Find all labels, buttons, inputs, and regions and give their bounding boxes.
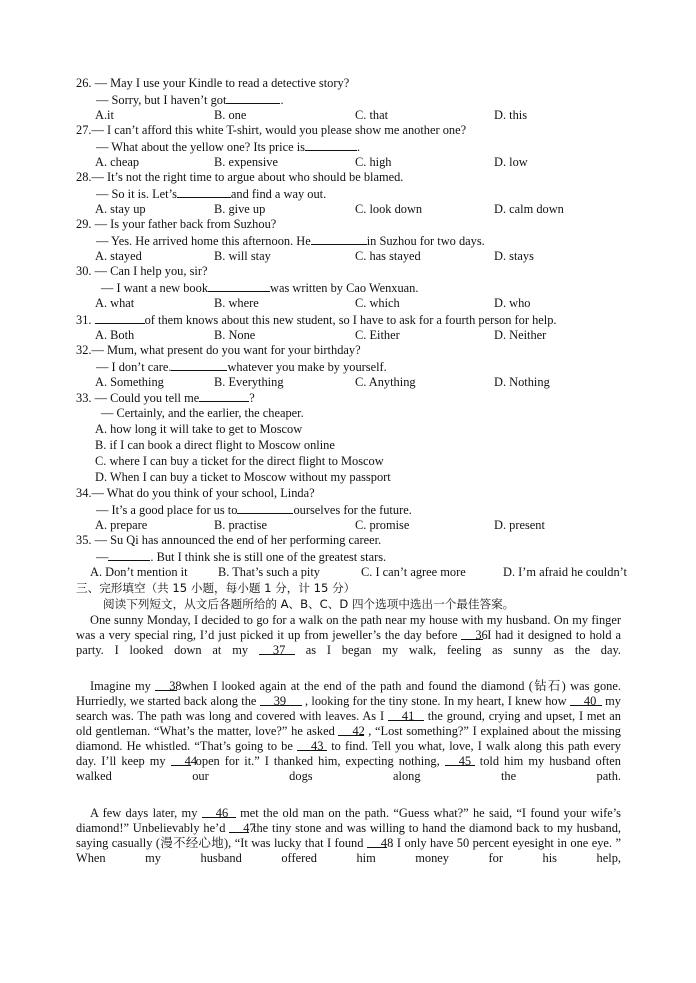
option-31-a: A. Both [95,328,135,342]
question-30-stem: 30. — Can I help you, sir? [76,264,208,278]
option-35-a: A. Don’t mention it [90,565,188,579]
option-27-a: A. cheap [95,155,140,169]
question-31-stem: 31. of them knows about this new student, so I have to ask for a fourth person for help. [76,313,557,327]
option-27-d: D. low [494,155,528,169]
cloze-blank: 46 [202,806,236,818]
cloze-blank: 44 [171,754,191,766]
cloze-blank: 41 [388,709,424,721]
question-34-reply: — It’s a good place for us to ourselves for the future. [96,503,412,517]
option-29-d: D. stays [494,249,534,263]
option-28-c: C. look down [355,202,423,216]
question-27-reply: — What about the yellow one? Its price is . [96,140,361,154]
answer-blank [199,390,249,402]
cloze-blank: 48 [367,836,387,848]
cloze-blank: 42 [338,724,364,736]
question-28-reply: — So it is. Let’s and find a way out. [96,187,327,201]
answer-blank [311,233,367,245]
passage-paragraph-3: A few days later, my 46 met the old man on the path. “Guess what?” he said, “I found your wife’s diamond!” Unbelievably he’d 47 the tiny stone and was willing to hand the diamond back to my husband, saying casually (漫不经心地), “It was lucky that I found 48 . I only have 50 percent eyesight in one eye. ” When my husband offered him money for his help, [76,806,622,865]
question-32-stem: 32.— Mum, what present do you want for your birthday? [76,343,361,357]
option-30-b: B. where [214,296,259,310]
question-35-reply: — . But I think she is still one of the greatest stars. [96,550,387,564]
answer-blank [177,186,231,198]
option-29-b: B. will stay [214,249,271,263]
option-34-c: C. promise [355,518,410,532]
section-title: 三、完形填空（共 15 小题，每小题 1 分，计 15 分） [76,581,356,595]
section-instruction: 阅读下列短文，从文后各题所给的 A、B、C、D 四个选项中选出一个最佳答案。 [103,597,515,611]
answer-blank [208,280,270,292]
cloze-blank: 43 [297,739,327,751]
option-34-b: B. practise [214,518,267,532]
option-32-b: B. Everything [214,375,284,389]
option-33-b: B. if I can book a direct flight to Moscow online [95,438,335,452]
answer-blank [171,359,227,371]
option-29-a: A. stayed [95,249,142,263]
option-32-d: D. Nothing [494,375,550,389]
option-33-a: A. how long it will take to get to Moscow [95,422,303,436]
answer-blank [108,549,150,561]
cloze-blank: 45 [445,754,475,766]
option-32-c: C. Anything [355,375,416,389]
option-33-c: C. where I can buy a ticket for the direct flight to Moscow [95,454,384,468]
question-32-reply: — I don’t care. whatever you make by yourself. [96,360,387,374]
answer-blank [226,92,280,104]
option-26-d: D. this [494,108,528,122]
answer-blank [95,312,145,324]
option-31-b: B. None [214,328,256,342]
question-27-stem: 27.— I can’t afford this white T-shirt, would you please show me another one? [76,123,467,137]
question-33-reply: — Certainly, and the earlier, the cheaper. [101,406,304,420]
option-33-d: D. When I can buy a ticket to Moscow without my passport [95,470,391,484]
question-29-stem: 29. — Is your father back from Suzhou? [76,217,277,231]
cloze-blank: 39 [260,694,302,706]
option-26-a: A.it [95,108,114,122]
question-33-stem: 33. — Could you tell me ? [76,391,255,405]
option-28-b: B. give up [214,202,266,216]
option-29-c: C. has stayed [355,249,421,263]
passage-paragraph-2: Imagine my 38 when I looked again at the end of the path and found the diamond (钻石) was gone. Hurriedly, we started back along the 39 , looking for the tiny stone. In my heart, I knew how 40 my search was. The path was long and covered with leaves. As I 41 the ground, crying and upset, I met an old gentleman. “What’s the matter, love?” he asked 42 , “Lost something?” I explained about the missing diamond. He whistled. “That’s going to be 43 to find. Tell you what, love, I walk along this path every day. I’ll keep my 44 open for it.” I thanked him, expecting nothing, 45 told him my husband often walked our dogs along the path. [76,679,622,783]
answer-blank [237,502,293,514]
option-35-d: D. I’m afraid he couldn’t [503,565,627,579]
option-31-d: D. Neither [494,328,547,342]
option-35-c: C. I can’t agree more [361,565,466,579]
passage-paragraph-1: One sunny Monday, I decided to go for a walk on the path near my house with my husband. On my finger was a very special ring, I’d just picked it up from jeweller’s the day before 36 I had it designed to hold a party. I looked down at my 37 as I began my walk, feeling as sunny as the day. [76,613,621,657]
option-34-d: D. present [494,518,545,532]
option-30-d: D. who [494,296,531,310]
question-34-stem: 34.— What do you think of your school, Linda? [76,486,315,500]
option-31-c: C. Either [355,328,400,342]
cloze-blank: 36 [461,628,483,640]
cloze-blank: 47 [229,821,249,833]
cloze-blank: 38 [155,679,177,691]
cloze-blank: 37 [259,643,295,655]
option-32-a: A. Something [95,375,164,389]
question-28-stem: 28.— It’s not the right time to argue about who should be blamed. [76,170,404,184]
option-26-b: B. one [214,108,247,122]
option-30-c: C. which [355,296,400,310]
answer-blank [305,139,357,151]
question-26-stem: 26. — May I use your Kindle to read a detective story? [76,76,350,90]
option-30-a: A. what [95,296,135,310]
question-30-reply: — I want a new book was written by Cao Wenxuan. [101,281,419,295]
option-28-a: A. stay up [95,202,146,216]
option-28-d: D. calm down [494,202,564,216]
option-27-b: B. expensive [214,155,279,169]
option-26-c: C. that [355,108,389,122]
option-35-b: B. That’s such a pity [218,565,320,579]
option-34-a: A. prepare [95,518,148,532]
option-27-c: C. high [355,155,392,169]
question-35-stem: 35. — Su Qi has announced the end of her performing career. [76,533,382,547]
question-29-reply: — Yes. He arrived home this afternoon. He in Suzhou for two days. [96,234,485,248]
cloze-blank: 40 [570,694,602,706]
question-26-reply: — Sorry, but I haven’t got . [96,93,284,107]
